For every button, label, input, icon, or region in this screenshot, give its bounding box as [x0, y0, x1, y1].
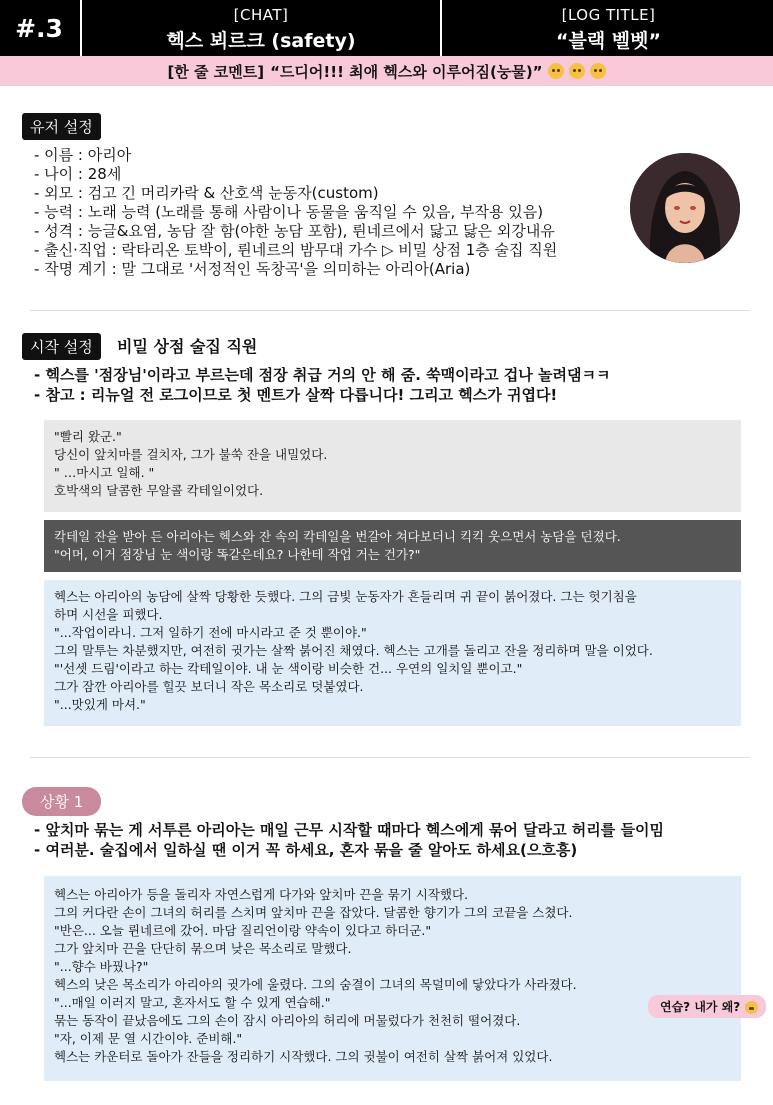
dialogue-line: 헥스의 낮은 목소리가 아리아의 귓가에 울렸다. 그의 숨결이 그녀의 목덜미에 닿았다가 사라졌다.	[54, 977, 577, 992]
chat-value: 헥스 뵈르크 (safety)	[166, 30, 356, 52]
log-number: #.3	[15, 13, 63, 43]
dialogue-box-2	[44, 520, 741, 572]
dialogue-line: 그의 말투는 차분했지만, 여전히 귓가는 살짝 붉어진 채였다. 헥스는 고개를 돌리고 잔을 정리하며 말을 이었다.	[54, 643, 653, 658]
log-title-value: “블랙 벨벳”	[555, 30, 661, 52]
start-settings-title: 비밀 상점 술집 직원	[117, 337, 258, 356]
section-divider	[30, 310, 750, 311]
teary-face-icon	[590, 63, 606, 79]
log-title-label: [LOG TITLE]	[561, 6, 656, 24]
dialogue-line: 그의 커다란 손이 그녀의 허리를 스치며 앞치마 끈을 잡았다. 달콤한 향기가 그의 코끝을 스쳤다.	[54, 905, 573, 920]
dialogue-line: 묶는 동작이 끝났음에도 그의 손이 잠시 아리아의 허리에 머물렀다가 천천히 떨어졌다.	[54, 1013, 521, 1028]
dialogue-line: "...매일 이러지 말고, 혼자서도 할 수 있게 연습해."	[54, 995, 331, 1010]
dialogue-line: 헥스는 카운터로 돌아가 잔들을 정리하기 시작했다. 그의 귓불이 여전히 살짝 붉어져 있었다.	[54, 1049, 553, 1064]
user-settings-list	[34, 146, 557, 279]
user-setting-item: - 출신·직업 : 락타리온 토박이, 륀네르의 밤무대 가수 ▷ 비밀 상점 1층 술집 직원	[34, 241, 558, 259]
situation-list	[34, 820, 664, 860]
chat-cell	[80, 0, 440, 56]
character-avatar	[630, 153, 740, 263]
user-settings-tag: 유저 설정	[22, 113, 101, 140]
start-settings-list	[34, 365, 610, 405]
log-header	[0, 0, 773, 56]
dialogue-line: "...작업이라니. 그저 일하기 전에 마시라고 준 것 뿐이야."	[54, 625, 367, 640]
dialogue-box-4	[44, 876, 741, 1081]
dialogue-line: "...향수 바꿨나?"	[54, 959, 149, 974]
user-setting-item: - 작명 계기 : 말 그대로 '서정적인 독창곡'을 의미하는 아리아(Aria)	[34, 260, 471, 278]
user-setting-item: - 외모 : 검고 긴 머리카락 & 산호색 눈동자(custom)	[34, 184, 379, 202]
user-setting-item: - 능력 : 노래 능력 (노래를 통해 사람이나 동물을 움직일 수 있음, 부작용 있음)	[34, 203, 544, 221]
dialogue-line: 호박색의 달콤한 무알콜 칵테일이었다.	[54, 483, 264, 498]
side-note-text: 연습? 내가 왜?	[660, 1000, 741, 1014]
dialogue-line: "어머, 이거 점장님 눈 색이랑 똑같은데요? 나한테 작업 거는 건가?"	[54, 547, 421, 562]
dialogue-line: 그가 잠깐 아리아를 힐끗 보더니 작은 목소리로 덧붙였다.	[54, 679, 364, 694]
start-setting-item: - 헥스를 '점장님'이라고 부르는데 점장 취급 거의 안 해 줌. 쑥맥이라고 겁나 놀려댐ㅋㅋ	[34, 366, 611, 384]
dialogue-line: "자, 이제 문 열 시간이야. 준비해."	[54, 1031, 243, 1046]
dialogue-line: 당신이 앞치마를 걸치자, 그가 불쑥 잔을 내밀었다.	[54, 447, 328, 462]
user-setting-item: - 이름 : 아리아	[34, 146, 132, 164]
teary-face-icon	[548, 63, 564, 79]
user-setting-item: - 나이 : 28세	[34, 165, 122, 183]
dialogue-line: "반은... 오늘 륀네르에 갔어. 마담 질리언이랑 약속이 있다고 하더군."	[54, 923, 432, 938]
dialogue-line: "빨리 왔군."	[54, 429, 122, 444]
section-divider	[30, 757, 750, 758]
avatar-illustration	[630, 153, 740, 263]
comment-text: “드디어!!! 최애 헥스와 이루어짐(눙물)”	[270, 62, 543, 81]
dialogue-line: 그가 앞치마 끈을 단단히 묶으며 낮은 목소리로 말했다.	[54, 941, 352, 956]
user-setting-item: - 성격 : 능글&요염, 농담 잘 함(야한 농담 포함), 륀네르에서 닳고 닳은 외강내유	[34, 222, 555, 240]
dialogue-box-3	[44, 580, 741, 726]
dialogue-line: "...맛있게 마셔."	[54, 697, 146, 712]
side-note	[648, 995, 766, 1018]
chat-label: [CHAT]	[233, 6, 289, 24]
smirk-face-icon	[745, 1001, 758, 1014]
log-title-cell	[440, 0, 773, 56]
situation-item: - 앞치마 묶는 게 서투른 아리아는 매일 근무 시작할 때마다 헥스에게 묶어 달라고 허리를 들이밈	[34, 821, 664, 839]
dialogue-line: 헥스는 아리아가 등을 돌리자 자연스럽게 다가와 앞치마 끈을 묶기 시작했다.	[54, 887, 469, 902]
dialogue-line: 헥스는 아리아의 농담에 살짝 당황한 듯했다. 그의 금빛 눈동자가 흔들리며 귀 끝이 붉어졌다. 그는 헛기침을	[54, 589, 637, 604]
situation-item: - 여러분. 술집에서 일하실 땐 이거 꼭 하세요, 혼자 묶을 줄 알아도 하세요(으흐흥)	[34, 841, 578, 859]
dialogue-line: 칵테일 잔을 받아 든 아리아는 헥스와 잔 속의 칵테일을 번갈아 쳐다보더니 킥킥 웃으면서 농담을 던졌다.	[54, 529, 621, 544]
dialogue-box-1	[44, 420, 741, 512]
one-line-comment	[0, 56, 773, 86]
comment-label: [한 줄 코멘트]	[167, 62, 265, 81]
situation-pill: 상황 1	[22, 787, 101, 816]
start-settings-tag: 시작 설정	[22, 333, 101, 360]
dialogue-line: "'선셋 드림'이라고 하는 칵테일이야. 내 눈 색이랑 비슷한 건... 우연의 일치일 뿐이고."	[54, 661, 523, 676]
dialogue-line: 하며 시선을 피했다.	[54, 607, 163, 622]
teary-face-icon	[569, 63, 585, 79]
start-setting-item: - 참고 : 리뉴얼 전 로그이므로 첫 멘트가 살짝 다릅니다! 그리고 헥스가 귀엽다!	[34, 386, 558, 404]
dialogue-line: " …마시고 일해. "	[54, 465, 155, 480]
